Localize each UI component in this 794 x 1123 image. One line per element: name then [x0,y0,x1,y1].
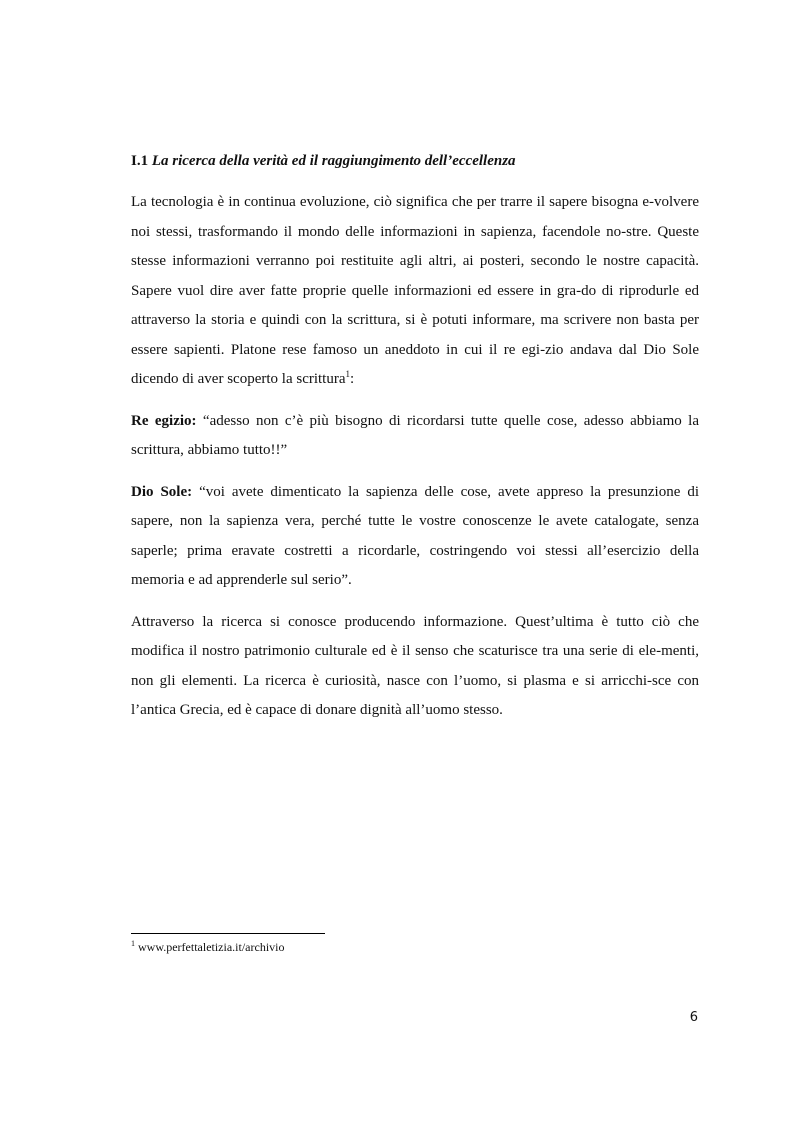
speaker-re-egizio: Re egizio: [131,412,197,429]
section-heading [131,150,699,172]
re-egizio-paragraph [131,407,699,466]
closing-paragraph: Attraverso la ricerca si conosce producendo informazione. Quest’ultima è tutto ciò che modifica il nostro patrimonio culturale ed è il senso che scaturisce tra una serie di ele-menti, non gli elementi. La ricerca è curiosità, nasce con l’uomo, si plasma e si arricchi-sce con l’antica Grecia, ed è capace di donare dignità all’uomo stesso. [131,613,699,718]
section-number: I.1 [131,153,149,169]
intro-paragraph [131,188,699,395]
section-title: La ricerca della verità ed il raggiungimento dell’eccellenza [151,153,516,169]
footnote-text: www.perfettaletizia.it/archivio [135,940,285,954]
page-number: 6 [689,1010,698,1025]
speaker-dio-sole: Dio Sole: [131,483,200,500]
intro-text: La tecnologia è in continua evoluzione, ciò significa che per trarre il sapere bisogna e-volvere noi stessi, trasformando il mondo delle informazioni in sapienza, facendole no-stre. Queste stesse informazioni verranno poi restituite agli altri, ai posteri, secondo le nostre capacità. Sapere vuol dire aver fatte proprie quelle informazioni ed essere in gra-do di riprodurle ed attraverso la storia e quindi con la scrittura, si è potuti informare, ma scrivere non basta per essere sapienti. Platone rese famoso un aneddoto in cui il re egi-zio andava dal Dio Sole dicendo di aver scoperto la scrittura [131,194,699,387]
dio-sole-paragraph [131,478,699,596]
footnote [131,939,285,955]
footnote-reference[interactable]: 1 [345,369,350,379]
footnote-divider [131,933,325,934]
page-content [131,150,699,726]
footnote-number: 1 [131,939,135,948]
re-egizio-quote: “adesso non c’è più bisogno di ricordarsi tutte quelle cose, adesso abbiamo la scrittura, abbiamo tutto!!” [131,412,700,458]
dio-sole-quote: “voi avete dimenticato la sapienza delle cose, avete appreso la presunzione di sapere, non la sapienza vera, perché tutte le vostre conoscenze le avete catalogate, senza saperle; prima eravate costretti a ricordarle, costringendo voi stessi all’esercizio della memoria e ad apprenderle sul serio”. [131,483,699,588]
intro-end: : [350,371,355,387]
